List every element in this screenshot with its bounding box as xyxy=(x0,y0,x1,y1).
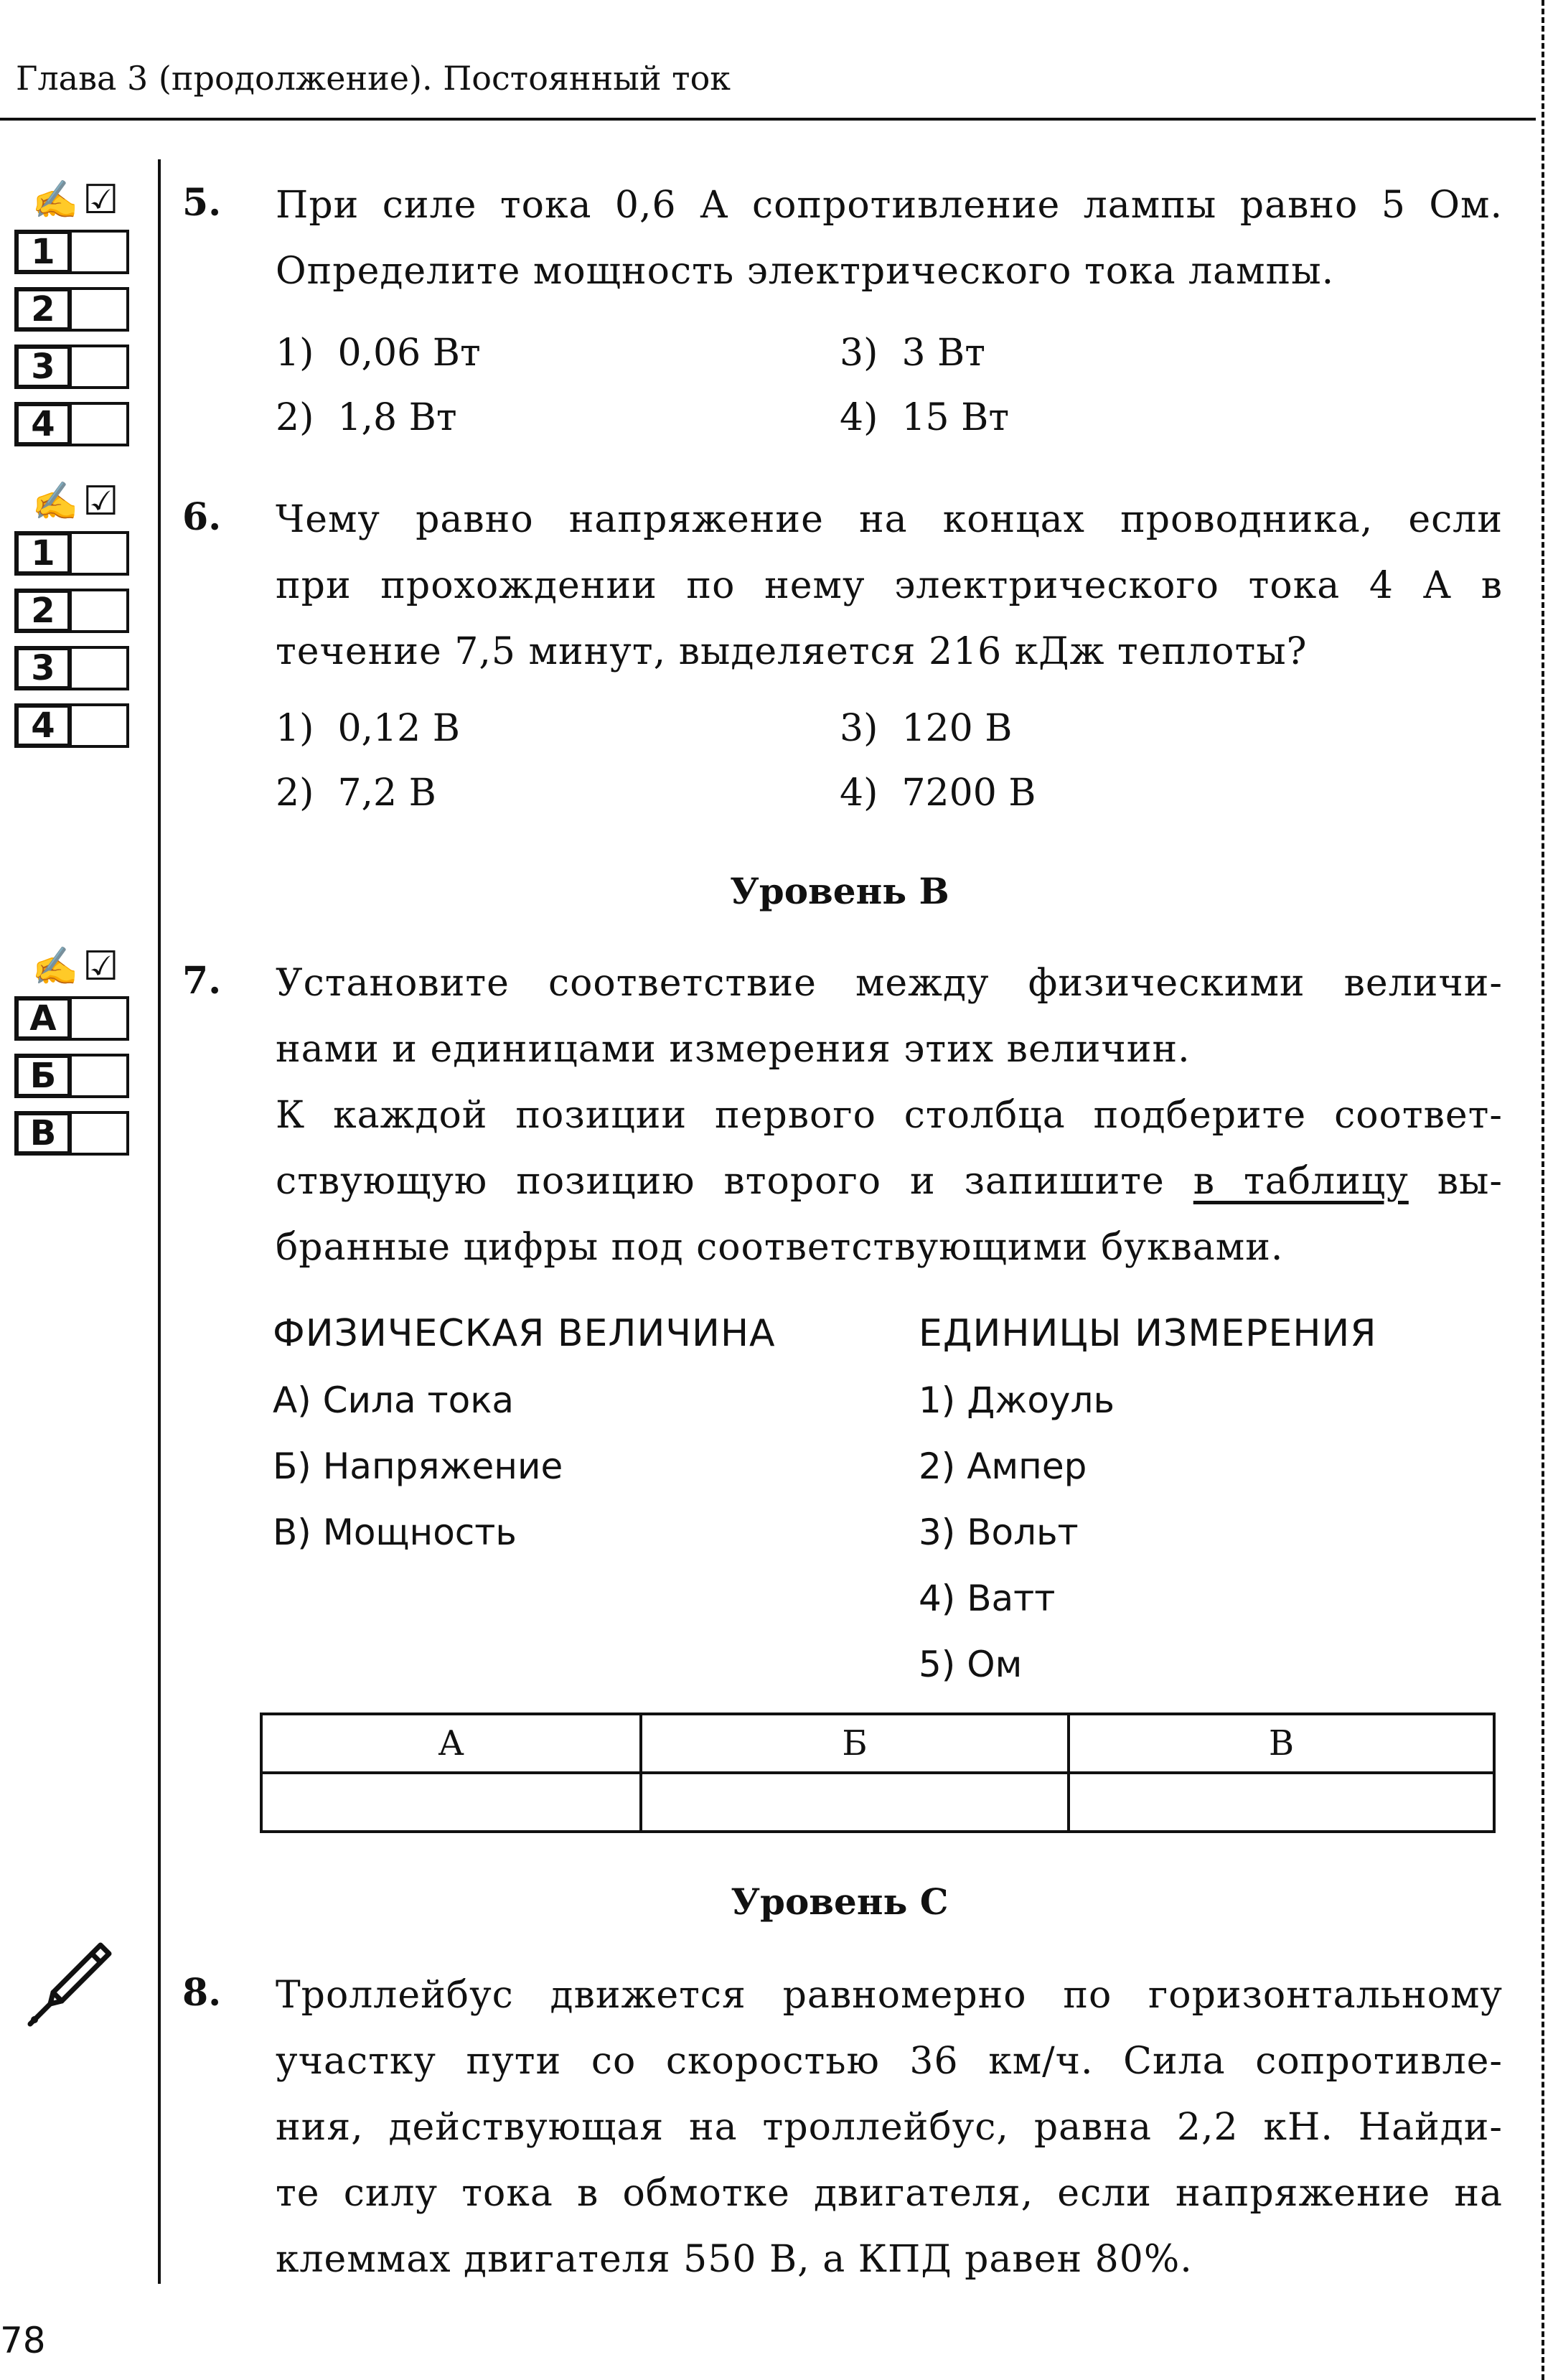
answer-row[interactable] xyxy=(14,345,136,395)
answer-row[interactable] xyxy=(14,1054,136,1104)
question-line: Установите соответствие между физическими величи- xyxy=(276,962,1503,1005)
answer-label: 3 xyxy=(14,345,72,389)
question-number-6: 6. xyxy=(182,495,222,539)
fountain-pen-icon xyxy=(20,1938,113,2031)
question-number-7: 7. xyxy=(182,959,222,1003)
option-text: 0,12 В xyxy=(337,707,460,750)
question-line: При силе тока 0,6 А сопротивление лампы равно 5 Ом. xyxy=(276,184,1503,227)
answer-label: 4 xyxy=(14,402,72,446)
left-column-header: ФИЗИЧЕСКАЯ ВЕЛИЧИНА xyxy=(273,1312,776,1355)
answer-box-q5 xyxy=(14,178,136,452)
answer-table-input-row[interactable] xyxy=(261,1773,1494,1832)
answer-cell[interactable] xyxy=(72,531,129,576)
option-5-1 xyxy=(276,332,481,375)
text-run: вы- xyxy=(1408,1160,1503,1203)
question-line: бранные цифры под соответствующими буквами. xyxy=(276,1226,1284,1269)
question-text-6 xyxy=(276,487,1503,685)
option-num: 1) xyxy=(276,707,314,750)
question-line: при прохождении по нему электрического тока 4 А в xyxy=(276,564,1503,607)
answer-row[interactable] xyxy=(14,402,136,452)
answer-cell[interactable] xyxy=(72,345,129,389)
option-num: 4) xyxy=(840,772,878,815)
unit-item-2: 2) Ампер xyxy=(919,1446,1087,1487)
option-num: 2) xyxy=(276,396,314,439)
answer-label: 2 xyxy=(14,589,72,633)
answer-table-header: А xyxy=(261,1714,641,1773)
answer-cell[interactable] xyxy=(72,1054,129,1098)
question-line xyxy=(276,1148,1503,1214)
answer-cell[interactable] xyxy=(72,996,129,1041)
option-6-4 xyxy=(840,772,1036,815)
answer-label: 2 xyxy=(14,287,72,332)
unit-item-5: 5) Ом xyxy=(919,1644,1023,1685)
option-text: 7,2 В xyxy=(337,772,436,815)
question-line: Троллейбус движется равномерно по горизонтальному xyxy=(276,1974,1503,2017)
answer-row[interactable] xyxy=(14,1111,136,1161)
unit-item-4: 4) Ватт xyxy=(919,1578,1056,1619)
answer-row[interactable] xyxy=(14,703,136,754)
answer-row[interactable] xyxy=(14,230,136,280)
answer-cell[interactable] xyxy=(72,402,129,446)
answer-table-cell[interactable] xyxy=(261,1773,641,1832)
question-line: клеммах двигателя 550 В, а КПД равен 80%. xyxy=(276,2238,1193,2281)
answer-label: 1 xyxy=(14,531,72,576)
answer-row[interactable] xyxy=(14,589,136,639)
answer-table xyxy=(260,1713,1496,1833)
question-line: Определите мощность электрического тока лампы. xyxy=(276,250,1335,293)
answer-cell[interactable] xyxy=(72,589,129,633)
header-divider xyxy=(0,118,1536,121)
answer-label: Б xyxy=(14,1054,72,1098)
level-heading-b: Уровень В xyxy=(730,870,949,912)
option-6-3 xyxy=(840,707,1012,750)
answer-table-cell[interactable] xyxy=(641,1773,1069,1832)
option-text: 3 Вт xyxy=(901,332,986,375)
answer-table-header: Б xyxy=(641,1714,1069,1773)
option-5-4 xyxy=(840,396,1009,439)
question-line: течение 7,5 минут, выделяется 216 кДж теплоты? xyxy=(276,630,1308,673)
option-5-2 xyxy=(276,396,457,439)
quantity-item-b: Б) Напряжение xyxy=(273,1446,563,1487)
answer-cell[interactable] xyxy=(72,646,129,690)
option-num: 3) xyxy=(840,707,878,750)
answer-label: А xyxy=(14,996,72,1041)
option-text: 1,8 Вт xyxy=(337,396,457,439)
answer-row[interactable] xyxy=(14,996,136,1046)
answer-box-q7 xyxy=(14,945,136,1161)
quantity-item-a: А) Сила тока xyxy=(273,1379,515,1421)
option-num: 3) xyxy=(840,332,878,375)
page-number: 78 xyxy=(0,2320,46,2361)
question-line: Чему равно напряжение на концах проводника, если xyxy=(276,498,1503,541)
level-heading-c: Уровень С xyxy=(731,1880,949,1923)
unit-item-3: 3) Вольт xyxy=(919,1512,1079,1553)
question-number-5: 5. xyxy=(182,181,222,225)
option-num: 1) xyxy=(276,332,314,375)
option-text: 120 В xyxy=(901,707,1013,750)
option-6-1 xyxy=(276,707,460,750)
option-text: 15 Вт xyxy=(901,396,1010,439)
answer-cell[interactable] xyxy=(72,703,129,748)
answer-box-q6 xyxy=(14,479,136,754)
cut-line xyxy=(1542,0,1544,2380)
answer-table-cell[interactable] xyxy=(1069,1773,1494,1832)
option-text: 7200 В xyxy=(901,772,1036,815)
answer-row[interactable] xyxy=(14,646,136,696)
table-reference: в таблицу xyxy=(1193,1160,1409,1203)
pen-check-icon: ✍ ☑ xyxy=(32,177,119,223)
right-column-header: ЕДИНИЦЫ ИЗМЕРЕНИЯ xyxy=(919,1312,1377,1355)
pen-check-icon: ✍ ☑ xyxy=(32,478,119,525)
question-line: К каждой позиции первого столбца подберите соответ- xyxy=(276,1094,1503,1137)
option-num: 2) xyxy=(276,772,314,815)
running-header: Глава 3 (продолжение). Постоянный ток xyxy=(16,59,731,98)
option-5-3 xyxy=(840,332,985,375)
pen-check-icon: ✍ ☑ xyxy=(32,943,119,990)
answer-label: 3 xyxy=(14,646,72,690)
answer-table-header-row xyxy=(261,1714,1494,1773)
option-text: 0,06 Вт xyxy=(337,332,481,375)
answer-cell[interactable] xyxy=(72,230,129,274)
answer-cell[interactable] xyxy=(72,1111,129,1156)
question-number-8: 8. xyxy=(182,1971,222,2015)
question-text-7 xyxy=(276,950,1503,1280)
unit-item-1: 1) Джоуль xyxy=(919,1379,1115,1421)
text-run: ствующую позицию второго и запишите xyxy=(276,1160,1193,1203)
answer-label: В xyxy=(14,1111,72,1156)
quantity-item-v: В) Мощность xyxy=(273,1512,517,1553)
answer-cell[interactable] xyxy=(72,287,129,332)
question-line: те силу тока в обмотке двигателя, если напряжение на xyxy=(276,2172,1503,2215)
answer-table-header: В xyxy=(1069,1714,1494,1773)
question-text-8 xyxy=(276,1962,1503,2292)
option-num: 4) xyxy=(840,396,878,439)
answer-label: 1 xyxy=(14,230,72,274)
answer-row[interactable] xyxy=(14,287,136,337)
option-6-2 xyxy=(276,772,436,815)
question-line: нами и единицами измерения этих величин. xyxy=(276,1028,1191,1071)
question-line: участку пути со скоростью 36 км/ч. Сила сопротивле- xyxy=(276,2040,1503,2083)
question-text-5 xyxy=(276,172,1503,304)
question-line: ния, действующая на троллейбус, равна 2,2 кН. Найди- xyxy=(276,2106,1503,2149)
answer-label: 4 xyxy=(14,703,72,748)
answer-row[interactable] xyxy=(14,531,136,581)
margin-divider xyxy=(158,159,161,2284)
